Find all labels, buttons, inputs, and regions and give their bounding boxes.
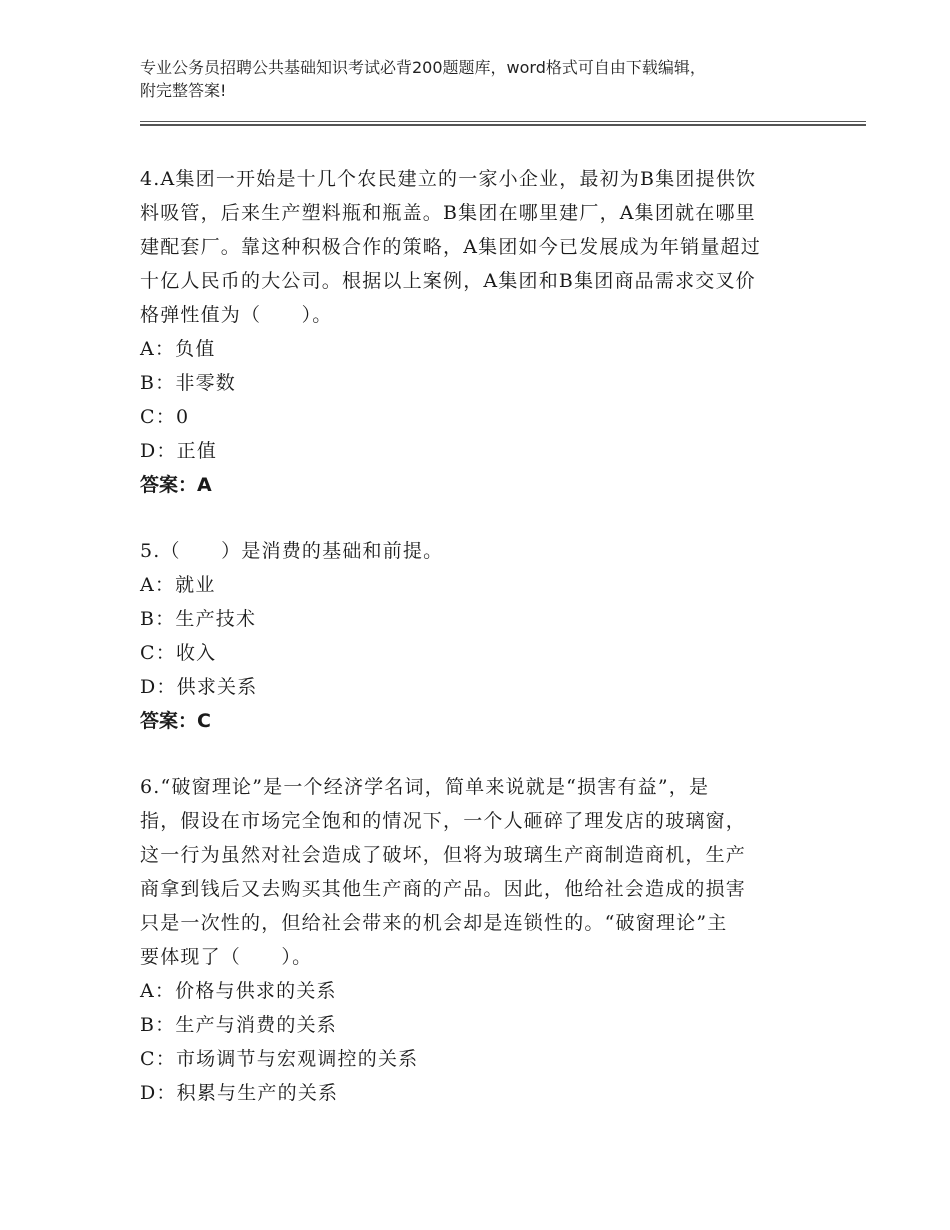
- question-list: [140, 162, 820, 1142]
- header-line-1: 专业公务员招聘公共基础知识考试必背200题题库，word格式可自由下载编辑，: [140, 58, 706, 77]
- option-c: C：市场调节与宏观调控的关系: [140, 1048, 419, 1070]
- question-stem-line: 6.“破窗理论”是一个经济学名词，简单来说就是“损害有益”，是: [140, 776, 710, 798]
- option-c: C：收入: [140, 642, 217, 664]
- question-stem-line: 这一行为虽然对社会造成了破坏，但将为玻璃生产商制造商机，生产: [140, 844, 747, 866]
- option-c: C：0: [140, 406, 190, 428]
- question-stem-line: 建配套厂。靠这种积极合作的策略，A集团如今已发展成为年销量超过: [140, 236, 761, 258]
- question-stem-line: 格弹性值为（ ）。: [140, 304, 333, 326]
- question-stem-line: 4.A集团一开始是十几个农民建立的一家小企业，最初为B集团提供饮: [140, 168, 757, 190]
- question-stem-line: 料吸管，后来生产塑料瓶和瓶盖。B集团在哪里建厂，A集团就在哪里: [140, 202, 756, 224]
- question-stem-line: 商拿到钱后又去购买其他生产商的产品。因此，他给社会造成的损害: [140, 878, 747, 900]
- header-divider-thin: [140, 121, 866, 122]
- option-a: A：负值: [140, 338, 216, 360]
- question-5: [140, 534, 820, 738]
- question-stem-line: 5.（ ）是消费的基础和前提。: [140, 540, 444, 562]
- option-a: A：就业: [140, 574, 216, 596]
- option-d: D：积累与生产的关系: [140, 1082, 339, 1104]
- option-d: D：供求关系: [140, 676, 258, 698]
- header-divider-thick: [140, 124, 866, 126]
- option-b: B：生产技术: [140, 608, 257, 630]
- answer-label: 答案：C: [140, 710, 211, 732]
- question-stem-line: 十亿人民币的大公司。根据以上案例，A集团和B集团商品需求交叉价: [140, 270, 756, 292]
- option-b: B：生产与消费的关系: [140, 1014, 337, 1036]
- header-line-2: 附完整答案!: [140, 81, 227, 100]
- document-header: [140, 56, 840, 102]
- option-b: B：非零数: [140, 372, 236, 394]
- option-d: D：正值: [140, 440, 218, 462]
- question-stem-line: 只是一次性的，但给社会带来的机会却是连锁性的。“破窗理论”主: [140, 912, 728, 934]
- answer-label: 答案：A: [140, 474, 212, 496]
- question-stem-line: 要体现了（ ）。: [140, 946, 313, 968]
- question-stem-line: 指，假设在市场完全饱和的情况下，一个人砸碎了理发店的玻璃窗，: [140, 810, 747, 832]
- question-6: [140, 770, 820, 1110]
- question-4: [140, 162, 820, 502]
- option-a: A：价格与供求的关系: [140, 980, 337, 1002]
